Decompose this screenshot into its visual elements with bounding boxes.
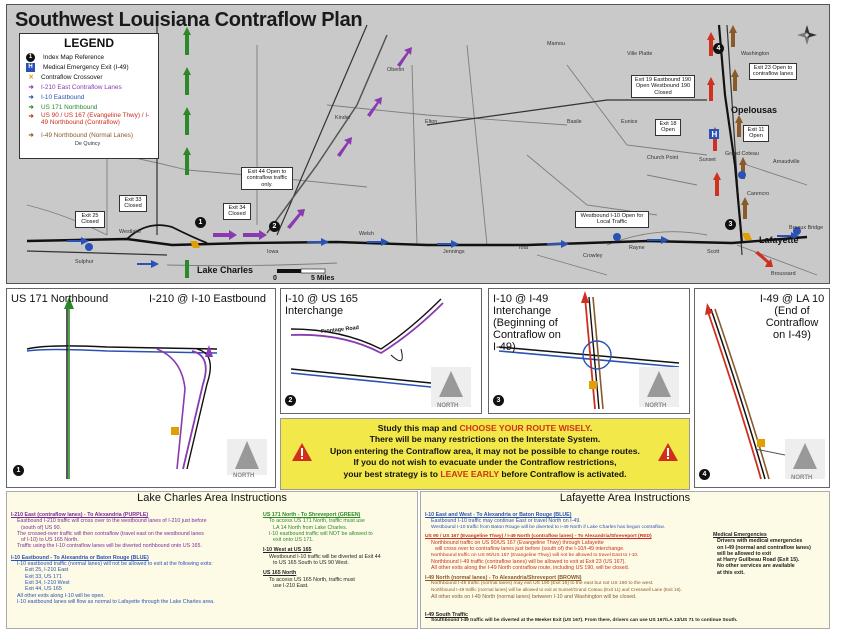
legend-label: I-10 Eastbound [41,93,85,101]
town-label: Ville Platte [627,51,653,57]
inset-2-title: I-10 @ US 165 Interchange [285,293,358,317]
i49-south-heading: I-49 South Traffic [425,612,468,618]
compass-icon [797,25,817,45]
legend-item-i210 [20,82,158,92]
inset-1-title-left: US 171 Northbound [11,293,109,305]
us165-line: To access US 165 North, traffic must [269,576,355,583]
lafayette-i49-heading: I-49 North (normal lanes) - To Alexandria/Shreveport (BROWN) [425,574,582,581]
medical-line: at this exit. [717,569,745,576]
warning-emphasis: CHOOSE YOUR ROUTE WISELY [459,423,590,433]
purple-arrow-icon: ➜ [28,84,34,91]
town-label: Washington [741,51,770,57]
us171-line: To access US 171 North, traffic must use [269,518,365,525]
i49-south-note [425,612,825,625]
lafayette-i49-line: Northbound I-49 traffic (normal lanes) will be allowed to exit at Sunset/Grand Coteau (Exit 11) and Cresswell Lane (Exit 18). [431,587,682,593]
warning-box [280,418,690,490]
callout-exit34: Exit 34 Closed [223,203,251,220]
lake-charles-right-column [263,512,413,589]
town-label: De Quincy [75,141,101,147]
i10-line: Exit 44, US 165 [25,586,62,593]
warning-text: before Contraflow is activated. [499,468,627,479]
town-label: Eunice [621,119,638,125]
legend-label: US 171 Northbound [41,103,98,111]
legend-heading: LEGEND [63,36,114,50]
town-label: Kinder [335,115,351,121]
town-label: Church Point [647,155,679,161]
legend-item-index [20,52,158,62]
town-label: Westlake [119,229,142,235]
i10-line: Exit 33, US 171 [25,573,62,580]
town-label: Carencro [747,191,770,197]
green-arrows [183,27,191,278]
town-label: Broussard [771,271,796,277]
i49-south-line: Southbound I-49 traffic will be diverted at the Meeker Exit (US 167). From there, drivers can use US 167/LA 13/US 71 to continue South. [431,618,738,624]
legend-label: US 90 / US 167 (Evangeline Thwy) / I-49 Northbound (Contraflow) [41,112,150,126]
warning-emphasis: LEAVE EARLY [440,468,500,479]
legend-label: I-49 Northbound (Normal Lanes) [41,131,133,139]
medical-line: on I-49 (normal and contraflow lanes) [717,544,811,551]
blue-arrow-icon: ➜ [28,94,34,101]
town-label: Sunset [699,157,716,163]
lafayette-us90-line: Northbound traffic on US 90/US 167 (Evangeline Thwy) through Lafayette [431,540,604,547]
warning-line-3: Upon entering the Contraflow area, it may not be possible to change routes. [330,445,640,456]
callout-exit23: Exit 23 Open to contraflow lanes [749,63,797,80]
town-label: Iota [519,245,528,251]
us171-line: exit onto US 171. [273,537,314,544]
i210-line: The crossed-over traffic will then contraflow (travel east on the westbound lanes [17,530,204,537]
lafayette-heading: Lafayette Area Instructions [559,492,691,504]
legend-item-medical [20,62,158,72]
callout-exit44: Exit 44 Open to contraflow traffic only. [241,167,293,190]
i210-line: of I-10) to US 165 North. [21,537,79,544]
lafayette-i10-line: Westbound I-10 traffic from Baton Rouge will be diverted to I-49 North if Lake Charles has begun contraflow. [431,524,665,530]
inset-panel-3 [488,288,690,414]
warning-icon [657,441,679,463]
legend-label: I-210 East Contraflow Lanes [41,83,122,91]
inset-2-number: 2 [285,395,296,406]
index-marker-icon: 1 [26,53,35,62]
medical-line: will be allowed to exit [717,550,772,557]
frontage-road-label: Frontage Road [320,325,360,335]
warning-line-5 [281,469,689,480]
town-label: Breaux Bridge [789,225,824,231]
inset-panel-1 [6,288,276,488]
callout-exit18: Exit 18 Open [655,119,681,136]
callout-exit25: Exit 25 Closed [75,211,105,228]
inset-1-drawing [7,289,275,487]
medical-exit-icon: H [26,63,35,72]
inset-1-number: 1 [13,465,24,476]
lake-charles-left-column [11,512,261,605]
i10-west-line: Westbound I-10 traffic will be diverted at Exit 44 [269,553,381,560]
i10-line: I-10 eastbound traffic (normal lanes) will not be allowed to exit at the following exits: [17,561,213,568]
legend-item-us90 [20,112,158,130]
legend-item-us171 [20,102,158,112]
warning-text: Study this map and [377,423,460,433]
lafayette-us90-line: will cross over to contraflow lanes just before (south of) the I-10/I-49 interchange. [435,546,625,553]
lafayette-i10-heading: I-10 East and West - To Alexandria or Baton Rouge (BLUE) [425,512,572,518]
legend-item-i49 [20,130,158,140]
lafayette-us90-line: Northbound I-49 traffic (contraflow lanes) will be allowed to exit at Exit 23 (US 167). [431,559,626,566]
north-label: NORTH [437,403,459,409]
legend-label: Contraflow Crossover [41,73,103,81]
inset-1-title-right: I-210 @ I-10 Eastbound [149,293,266,305]
legend-label: Medical Emergency Exit (I-49) [43,63,129,71]
city-opelousas: Opelousas [731,105,778,115]
town-label: Elton [425,119,438,125]
town-label: Scott [707,249,720,255]
inset-4-number: 4 [699,469,710,480]
page-title: Southwest Louisiana Contraflow Plan [15,9,363,31]
i10-west-heading: I-10 West at US 165 [263,547,312,554]
town-label: Oberlin [387,67,405,73]
index-marker-3: 3 [725,219,736,230]
inset-panel-4 [694,288,830,488]
inset-panel-2 [280,288,482,414]
scale-label: 5 Miles [311,275,335,282]
us171-line: LA 14 North from Lake Charles. [273,524,348,531]
index-marker-2: 2 [269,221,280,232]
warning-icon [291,441,313,463]
i10-line: All other exits along I-10 will be open. [17,592,105,599]
medical-heading: Medical Emergencies [713,532,767,538]
town-label: Crowley [583,253,603,259]
blue-arrows [67,232,799,268]
warning-text: . [589,423,593,433]
town-label: Iowa [267,249,279,255]
lafayette-main-column [425,512,711,600]
north-label: NORTH [233,473,255,479]
warning-line-2: There will be many restrictions on the Interstate System. [369,434,601,445]
callout-exit33: Exit 33 Closed [119,195,147,212]
i10-west-line: to US 165 South to US 90 West. [273,560,349,567]
scale-zero-label: 0 [273,275,277,282]
lake-charles-instructions [6,491,418,629]
red-arrow-icon: ➜ [28,113,34,120]
lafayette-i10-line: Eastbound I-10 traffic may continue East or travel North on I-49. [431,518,581,525]
i10-heading: I-10 Eastbound - To Alexandria or Baton Rouge (BLUE) [11,554,149,561]
lafayette-instructions [420,491,830,629]
medical-line: Drivers with medical emergencies [717,538,803,545]
lake-charles-heading: Lake Charles Area Instructions [137,492,287,504]
us165-line: use I-210 East. [273,582,309,589]
us165-heading: US 165 North [263,570,297,577]
lafayette-us90-line: Northbound traffic on US 90/US 167 (Evangeline Thwy) will not be allowed to travel East to I-10. [431,552,639,558]
callout-exit11: Exit 11 Open [743,125,769,142]
legend-label: Index Map Reference [43,53,105,61]
lafayette-us90-line: All other exits along the I-49 North contraflow route, including US 190, will be closed. [431,565,630,572]
i210-line: Eastbound I-210 traffic will cross over to the westbound lanes of I-210 just before [17,518,207,525]
medical-line: No other services are available [717,563,795,570]
town-label: Mamou [547,41,565,47]
i210-line: (south of) US 90. [21,524,62,531]
north-label: NORTH [645,403,667,409]
town-label: Basile [567,119,582,125]
interstate-shields [85,171,801,251]
crossover-icon: ✕ [28,74,34,81]
town-label: Welsh [359,231,374,237]
town-label: Sulphur [75,259,94,265]
north-label: NORTH [791,475,813,481]
warning-line-1 [281,423,689,434]
lafayette-i49-line: All other exits on I-49 North (normal lanes) between I-10 and Washington will be closed. [431,593,637,600]
us165-line [267,35,387,233]
lafayette-i49-line: Northbound I-49 traffic (normal lanes) may exit US 190 (Exit 19) to the east but not US 190 to the west. [431,580,654,586]
warning-line-4: If you do not wish to evacuate under the Contraflow restrictions, [353,457,617,468]
i10-line: Exit 25, I-210 East [25,567,69,574]
i10-line: I-10 eastbound lanes will flow as normal to Lafayette through the Lake Charles area. [17,598,215,605]
town-label: Arnaudville [773,159,800,165]
town-label: Jennings [443,249,465,255]
medical-emergency-note [713,532,825,576]
brown-arrow-icon: ➜ [28,132,34,139]
i210-line: Traffic using the I-10 contraflow lanes will be diverted northbound onto US 165. [17,543,202,550]
lafayette-us90-heading: US 90 / US 167 (Evangeline Thwy) / I-49 North (contraflow lanes) - To Alexandria/Shreveport (RED) [425,533,652,539]
inset-3-title: I-10 @ I-49 Interchange (Beginning of Contraflow on I-49) [493,293,561,353]
city-lafayette: Lafayette [759,235,799,245]
city-lake-charles: Lake Charles [197,265,254,275]
index-marker-1: 1 [195,217,206,228]
us171-line: I-10 eastbound traffic will NOT be allowed to [269,530,373,537]
legend-item-crossover [20,72,158,82]
callout-westbound-i10: Westbound I-10 Open for Local Traffic [575,211,649,228]
town-label: Grand Coteau [725,151,759,157]
i10-line: Exit 34, I-210 West [25,579,70,586]
index-marker-4: 4 [713,43,724,54]
svg-text:H: H [711,130,718,139]
us171-heading: US 171 North - To Shreveport (GREEN) [263,512,361,518]
inset-3-number: 3 [493,395,504,406]
i210-heading: I-210 East (contraflow lanes) - To Alexandria (PURPLE) [11,512,149,518]
warning-text: your best strategy is to [343,468,441,479]
main-map [6,4,830,284]
legend-item-i10 [20,92,158,102]
green-arrow-icon: ➜ [28,104,34,111]
callout-exit19: Exit 19 Eastbound 190 Open Westbound 190 Closed [631,75,695,98]
town-label: Rayne [629,245,645,251]
medical-line: at Harry Guilbeau Road (Exit 15). [717,557,800,564]
scale-bar [277,269,325,273]
inset-4-title: I-49 @ LA 10 (End of Contraflow on I-49) [759,293,825,341]
